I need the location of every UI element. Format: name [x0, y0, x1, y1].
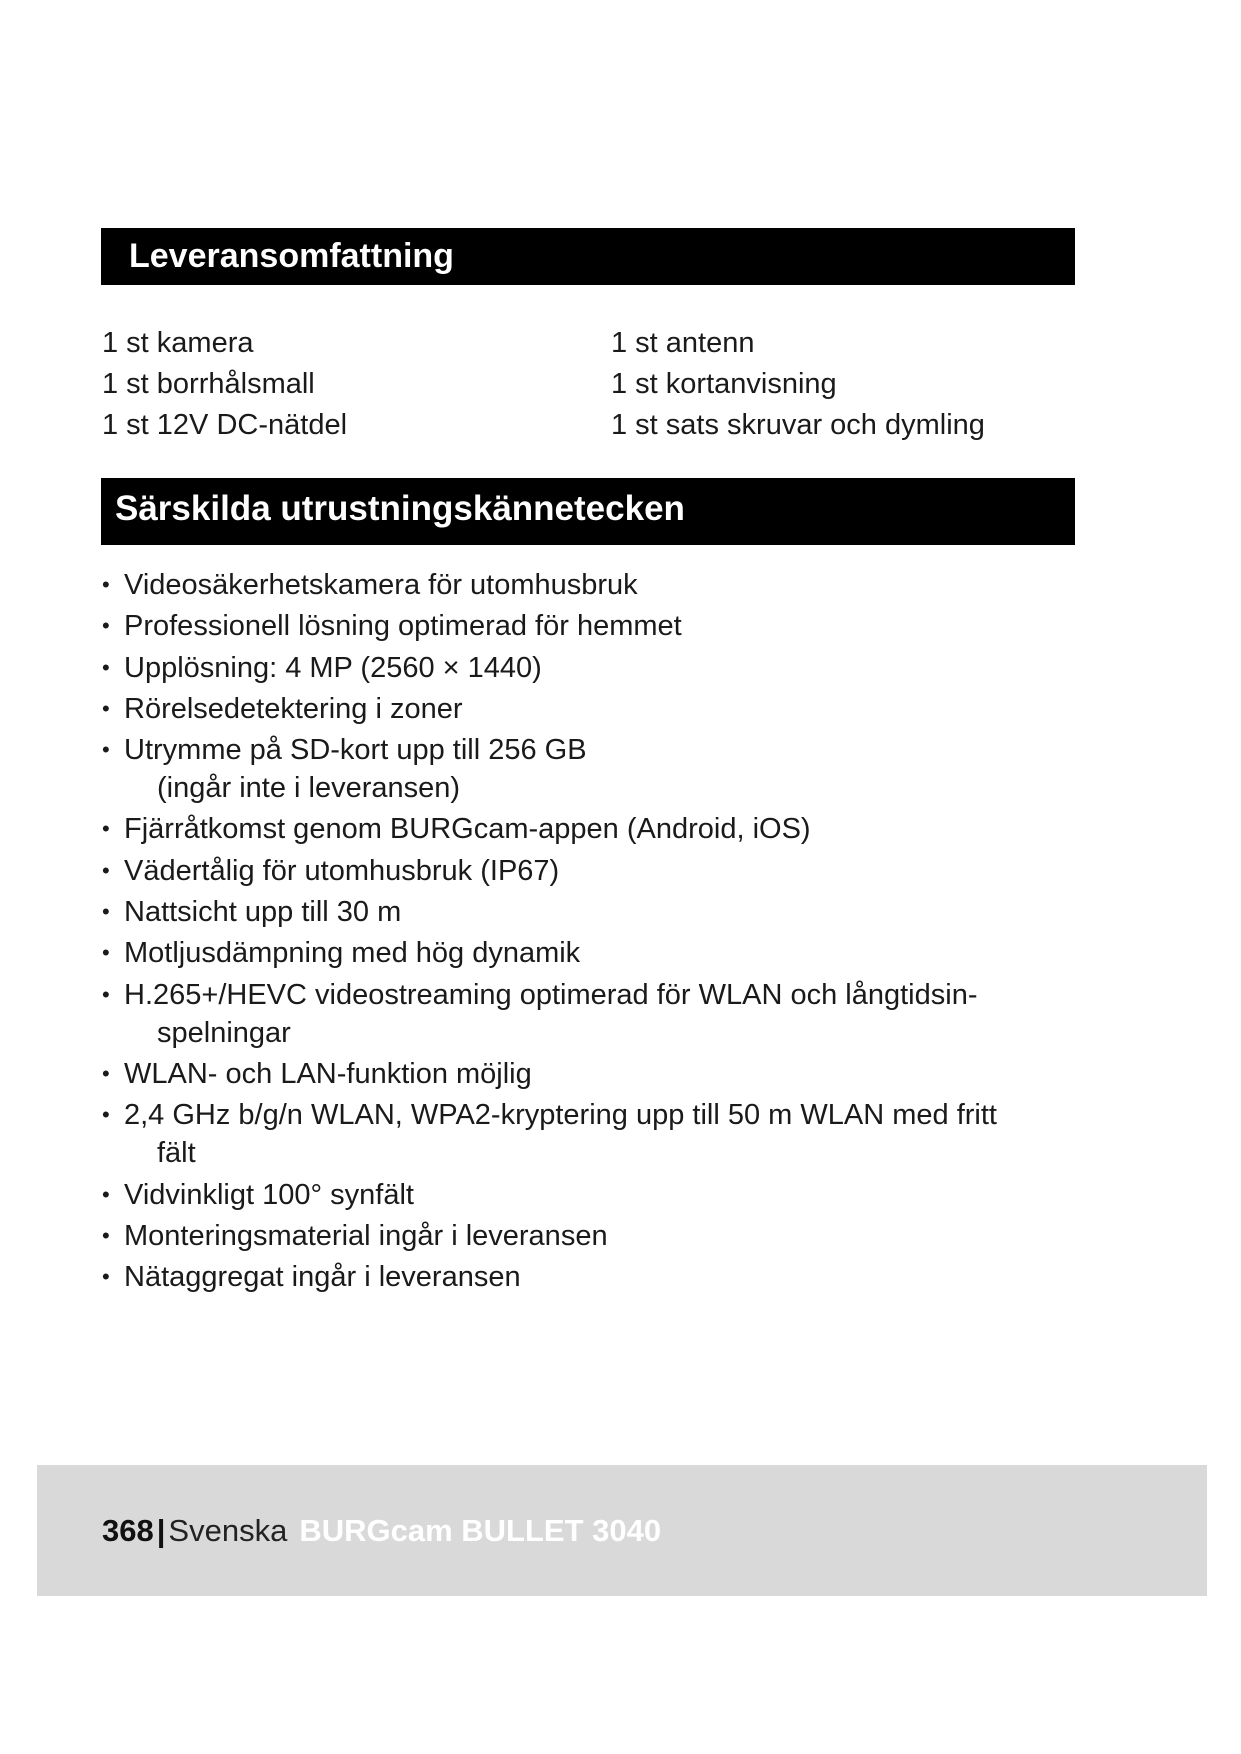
- feature-item: [102, 566, 1062, 604]
- feature-text-continuation: fält: [157, 1137, 196, 1170]
- section-header-delivery: Leveransomfattning: [101, 228, 1075, 285]
- feature-item: [102, 1217, 1062, 1255]
- feature-text: Videosäkerhetskamera för utomhusbruk: [124, 569, 638, 601]
- list-item: 1 st kamera: [102, 327, 254, 359]
- list-item: 1 st 12V DC-nätdel: [102, 409, 348, 441]
- feature-text: Motljusdämpning med hög dynamik: [124, 937, 581, 970]
- feature-text: Nätaggregat ingår i leveransen: [124, 1261, 521, 1294]
- footer-text: [102, 1511, 661, 1551]
- bullet-icon: •: [102, 654, 110, 680]
- feature-item: [102, 731, 1062, 807]
- feature-item: [102, 893, 1062, 931]
- footer-product-name: BURGcam BULLET 3040: [299, 1513, 662, 1548]
- bullet-icon: •: [102, 737, 110, 763]
- list-item: 1 st sats skruvar och dymling: [611, 409, 985, 441]
- feature-text-continuation: (ingår inte i leveransen): [157, 772, 461, 805]
- feature-text: Rörelsedetektering i zoner: [124, 692, 463, 725]
- feature-item: [102, 1055, 1062, 1093]
- list-item: 1 st antenn: [611, 327, 755, 359]
- section-header-features: Särskilda utrustningskännetecken: [101, 478, 1075, 545]
- feature-text: Upplösning: 4 MP (2560 × 1440): [124, 651, 542, 684]
- bullet-icon: •: [102, 1264, 110, 1290]
- feature-item: [102, 852, 1062, 890]
- feature-list: [102, 566, 1062, 1299]
- bullet-icon: •: [102, 1060, 110, 1086]
- feature-item: [102, 1176, 1062, 1214]
- feature-text: Vidvinkligt 100° synfält: [124, 1178, 414, 1211]
- bullet-icon: •: [102, 695, 110, 721]
- page-number: 368: [102, 1513, 154, 1548]
- feature-text: Professionell lösning optimerad för hemmet: [124, 610, 682, 643]
- feature-text: Utrymme på SD-kort upp till 256 GB: [124, 734, 587, 767]
- list-item: 1 st borrhålsmall: [102, 368, 315, 400]
- feature-text: Vädertålig för utomhusbruk (IP67): [124, 854, 560, 887]
- bullet-icon: •: [102, 899, 110, 925]
- feature-text: H.265+/HEVC videostreaming optimerad för WLAN och långtidsin-: [124, 978, 978, 1011]
- bullet-icon: •: [102, 857, 110, 883]
- bullet-icon: •: [102, 572, 110, 597]
- feature-item: [102, 607, 1062, 645]
- footer-separator: |: [156, 1513, 166, 1548]
- feature-item: [102, 976, 1062, 1052]
- footer-language: Svenska: [168, 1513, 288, 1548]
- bullet-icon: •: [102, 1222, 110, 1248]
- bullet-icon: •: [102, 940, 110, 966]
- feature-text: Fjärråtkomst genom BURGcam-appen (Android, iOS): [124, 813, 811, 846]
- feature-text: Nattsicht upp till 30 m: [124, 896, 402, 929]
- bullet-icon: •: [102, 1181, 110, 1207]
- feature-item: [102, 690, 1062, 728]
- bullet-icon: •: [102, 981, 110, 1007]
- feature-text: Monteringsmaterial ingår i leveransen: [124, 1219, 608, 1252]
- feature-text: WLAN- och LAN-funktion möjlig: [124, 1057, 532, 1090]
- page-footer: [37, 1465, 1207, 1596]
- feature-text-continuation: spelningar: [157, 1016, 291, 1049]
- feature-item: [102, 1096, 1062, 1172]
- feature-item: [102, 810, 1062, 848]
- delivery-list-left: [102, 323, 347, 446]
- bullet-icon: •: [102, 1102, 110, 1128]
- feature-text: 2,4 GHz b/g/n WLAN, WPA2-kryptering upp till 50 m WLAN med fritt: [124, 1099, 997, 1132]
- delivery-list-right: [611, 323, 985, 446]
- feature-item: [102, 1258, 1062, 1296]
- feature-item: [102, 934, 1062, 972]
- bullet-icon: •: [102, 613, 110, 639]
- feature-item: [102, 649, 1062, 687]
- list-item: 1 st kortanvisning: [611, 368, 837, 400]
- bullet-icon: •: [102, 816, 110, 842]
